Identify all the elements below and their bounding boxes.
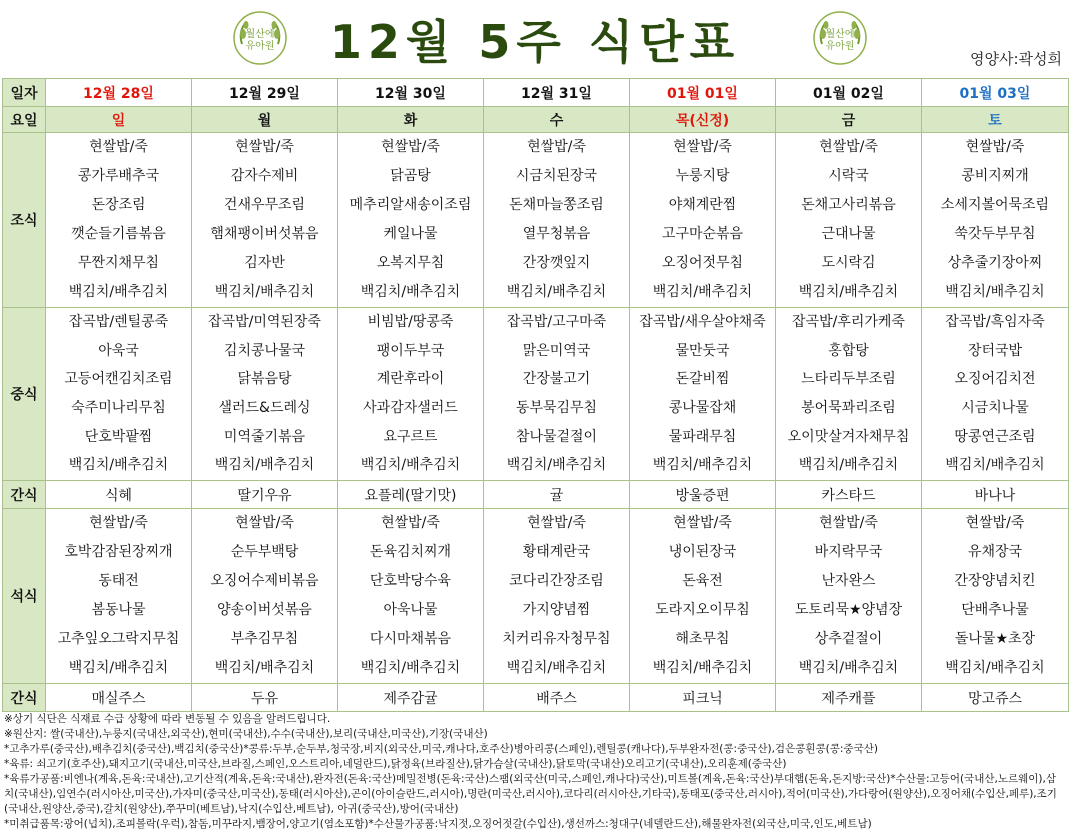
breakfast-cell (484, 133, 630, 308)
weekday-cell: 목(신정) (630, 107, 776, 133)
menu-item: 팽이두부국 (376, 342, 445, 359)
menu-item: 백김치/배추김치 (798, 660, 899, 677)
snack-cell: 식혜 (46, 481, 192, 509)
meal-plan-table (2, 78, 1069, 712)
date-cell: 12월 29일 (192, 79, 338, 107)
menu-item: 단호박팥찜 (84, 428, 153, 445)
breakfast-cell (192, 133, 338, 308)
dinner-cell (630, 509, 776, 684)
menu-item: 근대나물 (821, 226, 876, 242)
date-cell: 12월 30일 (338, 79, 484, 107)
dinner-row (3, 509, 1069, 684)
menu-item: 고등어캔김치조림 (64, 371, 173, 388)
menu-item: 황태계란국 (522, 544, 591, 561)
menu-item: 콩가루배추국 (77, 168, 160, 184)
menu-item: 비빔밥/땅콩죽 (367, 314, 454, 330)
menu-item: 깻순들기름볶음 (71, 226, 166, 242)
dinner-cell (776, 509, 922, 684)
menu-item: 시금치된장국 (515, 168, 598, 184)
svg-text:월산에: 월산에 (245, 29, 275, 40)
menu-item: 현쌀밥/죽 (965, 515, 1025, 532)
breakfast-label: 조식 (3, 133, 46, 308)
menu-item: 샐러드&드레싱 (218, 400, 311, 417)
menu-item: 백김치/배추김치 (360, 660, 461, 677)
menu-item: 백김치/배추김치 (798, 284, 899, 300)
dinner-label: 석식 (3, 509, 46, 684)
svg-text:월산에: 월산에 (825, 29, 855, 40)
menu-item: 햄채팽이버섯볶음 (210, 226, 319, 242)
breakfast-cell (630, 133, 776, 308)
menu-item: 미역줄기볶음 (223, 428, 306, 445)
menu-item: 봄동나물 (91, 602, 146, 619)
menu-item: 상추줄기장아찌 (947, 255, 1043, 271)
menu-item: 쑥갓두부무침 (954, 226, 1036, 242)
weekday-cell: 수 (484, 107, 630, 133)
menu-item: 숙주미나리무침 (71, 400, 166, 417)
snack-row-evening (3, 684, 1069, 712)
notice-line: ※상기 식단은 식재료 수급 상황에 따라 변동될 수 있음을 알려드립니다. (4, 713, 331, 725)
menu-item: 사과감자샐러드 (363, 400, 458, 417)
svg-text:유아원: 유아원 (825, 41, 855, 52)
date-cell: 01월 03일 (922, 79, 1069, 107)
menu-item: 메추리알새송이조림 (349, 197, 472, 213)
menu-item: 닭볶음탕 (237, 371, 292, 388)
menu-item: 오징어수제비볶음 (210, 573, 319, 590)
menu-item: 아욱나물 (383, 602, 438, 619)
menu-item: 간장불고기 (522, 371, 591, 388)
menu-item: 맑은미역국 (522, 342, 591, 359)
menu-item: 도토리묵★양념장 (794, 602, 903, 619)
menu-item: 고구마순볶음 (661, 226, 744, 242)
menu-item: 시락국 (828, 168, 869, 184)
menu-item: 잡곡밥/고구마죽 (506, 314, 607, 330)
menu-item: 잡곡밥/흑임자죽 (945, 314, 1045, 330)
menu-item: 냉이된장국 (668, 544, 737, 561)
menu-item: 현쌀밥/죽 (673, 139, 732, 155)
menu-item: 백김치/배추김치 (360, 457, 461, 474)
menu-item: 건새우무조림 (223, 197, 306, 213)
breakfast-cell (922, 133, 1069, 308)
menu-item: 현쌀밥/죽 (673, 515, 732, 532)
menu-item: 소세지볼어묵조림 (940, 197, 1050, 213)
menu-item: 잡곡밥/후리가케죽 (792, 314, 905, 330)
lunch-cell (484, 308, 630, 481)
lunch-row (3, 308, 1069, 481)
menu-item: 간장양념치킨 (954, 573, 1036, 590)
page-title: 12월 5주 식단표 (329, 15, 741, 69)
menu-item: 백김치/배추김치 (652, 457, 753, 474)
menu-item: 무짠지채무침 (77, 255, 160, 271)
day-row (3, 107, 1069, 133)
logo-emblem (812, 10, 868, 66)
menu-item: 호박감잠된장찌개 (64, 544, 173, 561)
weekday-cell: 월 (192, 107, 338, 133)
dinner-cell (338, 509, 484, 684)
menu-item: 야채계란찜 (668, 197, 737, 213)
menu-item: 백김치/배추김치 (214, 284, 315, 300)
menu-item: 간장깻잎지 (522, 255, 591, 271)
menu-item: 백김치/배추김치 (945, 457, 1045, 474)
snack-cell: 두유 (192, 684, 338, 712)
snack-cell: 요플레(딸기맛) (338, 481, 484, 509)
lunch-cell (338, 308, 484, 481)
menu-item: 백김치/배추김치 (214, 457, 315, 474)
menu-item: 부추김무침 (230, 631, 299, 648)
menu-item: 현쌀밥/죽 (965, 139, 1025, 155)
menu-item: 돌나물★초장 (954, 631, 1036, 648)
snack-cell: 딸기우유 (192, 481, 338, 509)
menu-item: 장터국밥 (967, 342, 1023, 359)
menu-item: 아욱국 (98, 342, 139, 359)
menu-item: 현쌀밥/죽 (381, 515, 440, 532)
menu-item: 오이맛살겨자채무침 (787, 428, 910, 445)
menu-item: 돈채고사리볶음 (801, 197, 896, 213)
menu-item: 상추겉절이 (814, 631, 883, 648)
lunch-cell (776, 308, 922, 481)
menu-item: 잡곡밥/렌틸콩죽 (68, 314, 169, 330)
menu-item: 닭곰탕 (390, 168, 431, 184)
lunch-cell (630, 308, 776, 481)
menu-item: 돈육김치찌개 (369, 544, 452, 561)
menu-item: 계란후라이 (376, 371, 445, 388)
snack-cell: 제주캐플 (776, 684, 922, 712)
menu-item: 도시락김 (821, 255, 876, 271)
day-label: 요일 (3, 107, 46, 133)
menu-item: 홍합탕 (828, 342, 869, 359)
snack-cell: 망고쥬스 (922, 684, 1069, 712)
menu-item: 현쌀밥/죽 (89, 515, 148, 532)
menu-item: 백김치/배추김치 (506, 457, 607, 474)
dinner-cell (484, 509, 630, 684)
menu-item: 난자완스 (821, 573, 876, 590)
menu-item: 누룽지탕 (675, 168, 730, 184)
menu-item: 현쌀밥/죽 (819, 139, 878, 155)
date-cell: 12월 28일 (46, 79, 192, 107)
date-row (3, 79, 1069, 107)
menu-item: 열무청볶음 (522, 226, 591, 242)
menu-item: 코다리간장조림 (509, 573, 604, 590)
snack-cell: 배주스 (484, 684, 630, 712)
menu-item: 유채장국 (967, 544, 1023, 561)
menu-item: 현쌀밥/죽 (381, 139, 440, 155)
snack-cell: 카스타드 (776, 481, 922, 509)
menu-item: 잡곡밥/미역된장죽 (208, 314, 321, 330)
snack-label: 간식 (3, 481, 46, 509)
menu-item: 백김치/배추김치 (652, 660, 753, 677)
dinner-cell (922, 509, 1069, 684)
date-cell: 01월 01일 (630, 79, 776, 107)
origin-line: *육류가공품:비엔나(계육,돈육:국내산),고기산적(계육,돈육:국내산),완자전(돈육:국산)메밀전병(돈육:국산)스팸(외국산(미국,스페인,캐나다)국산),미트볼(계육,돈육:국산)부대햄(돈육,돈지방:국산)*수산물:고등어(국내산,노르웨이),삼치(국내산),임연수(러시아산,미국산),가자미(중국산,미국산),동태(러시아산),곤이(아이슬란드,러시아),명란(미국산,러시아),코다리(러시아산,기타국),동태포(중국산,러시아),적어(미국산),가다랑어(원양산),오징어채(수입산,페루),조기(국내산,원양산,중국),갈치(원양산),쭈꾸미(베트남),낙지(수입산,베트남), 아귀(중국산),방어(국내산) (4, 773, 1057, 815)
menu-item: 고추잎오그락지무침 (57, 631, 180, 648)
menu-item: 백김치/배추김치 (798, 457, 899, 474)
menu-item: 해초무침 (675, 631, 730, 648)
menu-item: 단호박당수육 (369, 573, 452, 590)
weekday-cell: 일 (46, 107, 192, 133)
date-label: 일자 (3, 79, 46, 107)
menu-item: 현쌀밥/죽 (235, 515, 294, 532)
menu-item: 현쌀밥/죽 (89, 139, 148, 155)
menu-item: 백김치/배추김치 (68, 457, 169, 474)
breakfast-row (3, 133, 1069, 308)
menu-item: 케일나물 (383, 226, 438, 242)
menu-item: 땅콩연근조림 (954, 428, 1036, 445)
menu-item: 가지양념찜 (522, 602, 591, 619)
menu-item: 오징어김치전 (954, 371, 1036, 388)
menu-item: 돈채마늘쫑조림 (509, 197, 604, 213)
lunch-cell (46, 308, 192, 481)
origin-line: *미취급품목:광어(넙치),조피볼락(우럭),참돔,미꾸라지,뱀장어,양고기(염소포함)*수산물가공품:낙지젓,오징어젓갈(수입산),생선까스:청대구(네델란드산),해물완자전(외국산,미국,인도,베트남) (4, 818, 872, 830)
lunch-cell (922, 308, 1069, 481)
page-header (0, 0, 1070, 78)
lunch-cell (192, 308, 338, 481)
menu-item: 치커리유자청무침 (502, 631, 611, 648)
breakfast-cell (338, 133, 484, 308)
origin-line: *고추가루(중국산),배추김치(중국산),백김치(중국산)*콩류:두부,순두부,청국장,비지(외국산,미국,캐나다,호주산)병아리콩(스페인),렌틸콩(캐나다),두부완자전(콩:중국산),검은콩흰콩(콩:중국산) (4, 743, 878, 755)
menu-item: 현쌀밥/죽 (819, 515, 878, 532)
menu-item: 백김치/배추김치 (360, 284, 461, 300)
menu-item: 백김치/배추김치 (945, 284, 1045, 300)
menu-item: 물만둣국 (675, 342, 730, 359)
weekday-cell: 토 (922, 107, 1069, 133)
weekday-cell: 금 (776, 107, 922, 133)
menu-item: 백김치/배추김치 (68, 660, 169, 677)
snack-cell: 매실주스 (46, 684, 192, 712)
menu-item: 백김치/배추김치 (68, 284, 169, 300)
menu-item: 느타리두부조림 (801, 371, 896, 388)
menu-item: 다시마채볶음 (369, 631, 452, 648)
breakfast-cell (46, 133, 192, 308)
menu-item: 백김치/배추김치 (214, 660, 315, 677)
snack-cell: 방울증편 (630, 481, 776, 509)
menu-item: 백김치/배추김치 (506, 660, 607, 677)
menu-item: 현쌀밥/죽 (527, 139, 586, 155)
menu-item: 돈갈비찜 (675, 371, 730, 388)
menu-item: 잡곡밥/새우살야채죽 (639, 314, 766, 330)
menu-item: 오복지무침 (376, 255, 445, 271)
menu-item: 백김치/배추김치 (945, 660, 1045, 677)
menu-item: 현쌀밥/죽 (235, 139, 294, 155)
date-cell: 01월 02일 (776, 79, 922, 107)
svg-text:유아원: 유아원 (245, 41, 275, 52)
menu-item: 시금치나물 (961, 400, 1029, 417)
snack-row-afternoon (3, 481, 1069, 509)
breakfast-cell (776, 133, 922, 308)
lunch-label: 중식 (3, 308, 46, 481)
menu-item: 오징어젓무침 (661, 255, 744, 271)
menu-item: 백김치/배추김치 (506, 284, 607, 300)
menu-item: 동부묵김무침 (515, 400, 598, 417)
menu-item: 콩비지찌개 (961, 168, 1029, 184)
dinner-cell (192, 509, 338, 684)
snack-label: 간식 (3, 684, 46, 712)
menu-item: 순두부백탕 (230, 544, 299, 561)
menu-item: 요구르트 (383, 428, 438, 445)
origin-line: *육류: 쇠고기(호주산),돼지고기(국내산,미국산,브라질,스페인,오스트리아,네덜란드),닭정육(브라질산),닭가슴살(국내산),닭토막(국내산)오리고기(국내산),오리훈제(중국산) (4, 758, 787, 770)
menu-item: 감자수제비 (230, 168, 299, 184)
menu-item: 김치콩나물국 (223, 342, 306, 359)
origin-line: ※원산지: 쌀(국내산),누룽지(국내산,외국산),현미(국내산),수수(국내산),보리(국내산,미국산),기장(국내산) (4, 728, 488, 740)
menu-item: 동태전 (98, 573, 139, 590)
menu-item: 물파래무침 (668, 428, 737, 445)
menu-item: 돈장조림 (91, 197, 146, 213)
date-cell: 12월 31일 (484, 79, 630, 107)
menu-item: 도라지오이무침 (655, 602, 750, 619)
snack-cell: 귤 (484, 481, 630, 509)
menu-item: 돈육전 (682, 573, 723, 590)
weekday-cell: 화 (338, 107, 484, 133)
menu-item: 봉어묵꽈리조림 (801, 400, 896, 417)
menu-item: 백김치/배추김치 (652, 284, 753, 300)
menu-item: 참나물겉절이 (515, 428, 598, 445)
snack-cell: 바나나 (922, 481, 1069, 509)
origin-notes (4, 712, 1066, 832)
menu-item: 양송이버섯볶음 (217, 602, 312, 619)
menu-item: 김자반 (244, 255, 285, 271)
menu-item: 바지락무국 (814, 544, 883, 561)
nutritionist-name: 영양사:곽성희 (970, 50, 1062, 68)
snack-cell: 제주감귤 (338, 684, 484, 712)
menu-item: 단배추나물 (961, 602, 1029, 619)
dinner-cell (46, 509, 192, 684)
menu-item: 콩나물잡채 (668, 400, 737, 417)
menu-item: 현쌀밥/죽 (527, 515, 586, 532)
snack-cell: 피크닉 (630, 684, 776, 712)
